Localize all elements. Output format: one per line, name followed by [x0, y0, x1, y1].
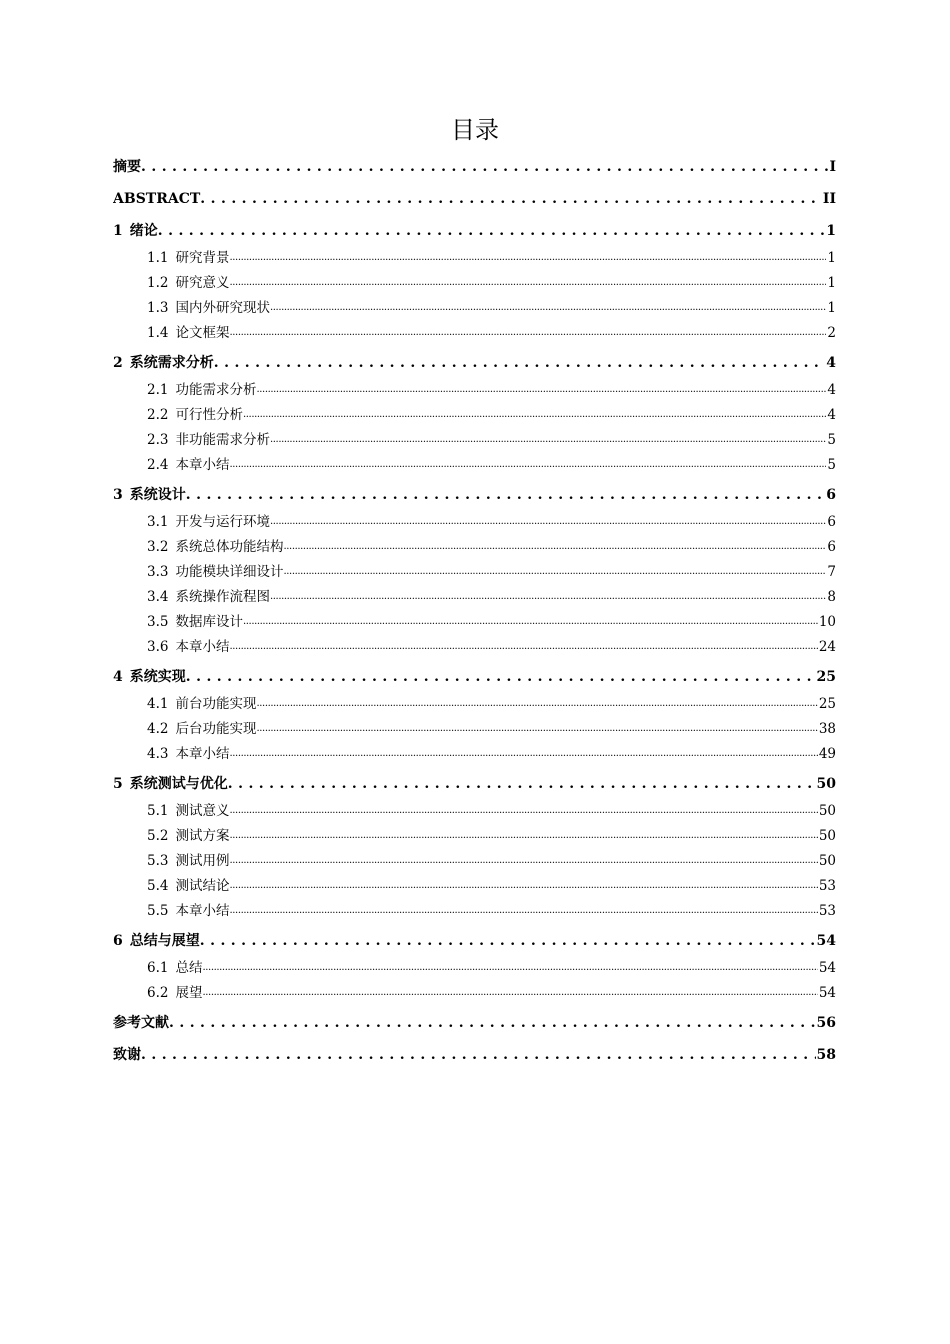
toc-entry-number: 3.2 — [147, 539, 169, 555]
toc-page-number: 4 — [826, 355, 836, 371]
toc-entry-number: 1 — [113, 223, 123, 239]
toc-entry-label: 本章小结 — [175, 457, 230, 473]
toc-page-number: 2 — [827, 325, 836, 341]
toc-entry-label: 本章小结 — [175, 746, 230, 762]
toc-dot-leader — [169, 1014, 816, 1032]
toc-entry-label: 前台功能实现 — [175, 696, 257, 712]
toc-entry-label: 数据库设计 — [175, 614, 243, 630]
toc-entry-number: 6 — [113, 933, 123, 949]
toc-dot-leader — [229, 802, 817, 820]
toc-dot-leader — [158, 222, 826, 240]
toc-page-number: 24 — [818, 639, 836, 655]
toc-dot-leader — [214, 354, 826, 372]
toc-entry-number: 2.4 — [147, 457, 169, 473]
toc-dot-leader — [229, 902, 817, 920]
toc-entry-label: 测试用例 — [175, 853, 230, 869]
toc-section-entry[interactable] — [113, 426, 836, 451]
toc-entry-number: 3.6 — [147, 639, 169, 655]
toc-entry-label: 功能需求分析 — [175, 382, 257, 398]
toc-entry-label: 系统操作流程图 — [175, 589, 270, 605]
toc-section-entry[interactable] — [113, 244, 836, 269]
toc-section-entry[interactable] — [113, 872, 836, 897]
toc-entry-number: 5.5 — [147, 903, 169, 919]
toc-chapter-entry[interactable] — [113, 212, 836, 244]
toc-page-number: 1 — [827, 275, 836, 291]
toc-page-number: I — [829, 159, 836, 175]
toc-entry-number: 1.4 — [147, 325, 169, 341]
toc-entry-label: 测试方案 — [175, 828, 230, 844]
toc-chapter-entry[interactable] — [113, 658, 836, 690]
toc-page-number: 4 — [827, 407, 836, 423]
toc-entry-label: 系统设计 — [129, 487, 186, 503]
toc-entry-label: 系统需求分析 — [129, 355, 214, 371]
toc-dot-leader — [229, 745, 817, 763]
toc-section-entry[interactable] — [113, 583, 836, 608]
toc-chapter-entry[interactable] — [113, 148, 836, 180]
toc-dot-leader — [229, 638, 817, 656]
toc-entry-label: 摘要 — [113, 159, 141, 175]
toc-page-number: 5 — [827, 457, 836, 473]
toc-entry-label: 论文框架 — [175, 325, 230, 341]
toc-entry-label: 测试结论 — [175, 878, 230, 894]
toc-entry-number: 6.2 — [147, 985, 169, 1001]
toc-entry-number: 2 — [113, 355, 123, 371]
toc-entry-label: 非功能需求分析 — [175, 432, 270, 448]
toc-entry-number: 5.4 — [147, 878, 169, 894]
toc-page-number: 10 — [818, 614, 836, 630]
toc-chapter-entry[interactable] — [113, 476, 836, 508]
toc-entry-number: 2.1 — [147, 382, 169, 398]
toc-dot-leader — [270, 299, 826, 317]
toc-dot-leader — [229, 456, 826, 474]
toc-page-number: 49 — [818, 746, 836, 762]
toc-dot-leader — [256, 381, 826, 399]
toc-section-entry[interactable] — [113, 979, 836, 1004]
toc-section-entry[interactable] — [113, 269, 836, 294]
toc-dot-leader — [229, 249, 826, 267]
toc-section-entry[interactable] — [113, 797, 836, 822]
toc-page-number: 7 — [827, 564, 836, 580]
toc-dot-leader — [186, 668, 816, 686]
toc-section-entry[interactable] — [113, 608, 836, 633]
toc-section-entry[interactable] — [113, 847, 836, 872]
toc-dot-leader — [229, 827, 817, 845]
toc-section-entry[interactable] — [113, 294, 836, 319]
toc-entry-label: 系统测试与优化 — [129, 776, 228, 792]
toc-dot-leader — [141, 1046, 816, 1064]
toc-entry-label: 国内外研究现状 — [175, 300, 270, 316]
toc-entry-number: 1.3 — [147, 300, 169, 316]
toc-chapter-entry[interactable] — [113, 344, 836, 376]
toc-dot-leader — [141, 158, 828, 176]
toc-entry-label: 致谢 — [113, 1047, 141, 1063]
toc-entry-label: 功能模块详细设计 — [175, 564, 284, 580]
toc-page-number: 56 — [816, 1015, 836, 1031]
toc-entry-label: 可行性分析 — [175, 407, 243, 423]
toc-dot-leader — [200, 190, 822, 208]
toc-chapter-entry[interactable] — [113, 1004, 836, 1036]
toc-page-number: 54 — [818, 960, 836, 976]
toc-entry-label: 总结与展望 — [129, 933, 200, 949]
toc-entry-number: 5.3 — [147, 853, 169, 869]
toc-entry-number: 3 — [113, 487, 123, 503]
toc-entry-label: 本章小结 — [175, 639, 230, 655]
toc-dot-leader — [283, 563, 826, 581]
toc-page-number: 25 — [818, 696, 836, 712]
toc-dot-leader — [229, 877, 817, 895]
toc-page-number: 38 — [818, 721, 836, 737]
toc-entry-label: 研究背景 — [175, 250, 230, 266]
toc-entry-label: 研究意义 — [175, 275, 230, 291]
toc-entry-number: 2.3 — [147, 432, 169, 448]
toc-dot-leader — [270, 431, 826, 449]
toc-section-entry[interactable] — [113, 508, 836, 533]
toc-page-number: 1 — [827, 250, 836, 266]
toc-section-entry[interactable] — [113, 822, 836, 847]
toc-chapter-entry[interactable] — [113, 922, 836, 954]
toc-entry-label: 后台功能实现 — [175, 721, 257, 737]
toc-entry-number: 1.1 — [147, 250, 169, 266]
toc-page-number: 6 — [827, 514, 836, 530]
toc-section-entry[interactable] — [113, 740, 836, 765]
toc-dot-leader — [186, 486, 826, 504]
toc-page-number: 25 — [816, 669, 836, 685]
toc-entry-number: 1.2 — [147, 275, 169, 291]
toc-entry-number: 3.5 — [147, 614, 169, 630]
toc-page-number: 58 — [816, 1047, 836, 1063]
toc-dot-leader — [256, 720, 817, 738]
toc-page-number: 50 — [818, 803, 836, 819]
toc-section-entry[interactable] — [113, 897, 836, 922]
toc-entry-label: 总结 — [175, 960, 203, 976]
toc-entry-label: 系统实现 — [129, 669, 186, 685]
toc-chapter-entry[interactable] — [113, 1036, 836, 1068]
toc-section-entry[interactable] — [113, 533, 836, 558]
toc-entry-label: 系统总体功能结构 — [175, 539, 284, 555]
toc-page-number: 54 — [818, 985, 836, 1001]
toc-section-entry[interactable] — [113, 633, 836, 658]
toc-chapter-entry[interactable] — [113, 180, 836, 212]
toc-entry-number: 6.1 — [147, 960, 169, 976]
toc-entry-number: 4.1 — [147, 696, 169, 712]
toc-entry-number: 2.2 — [147, 407, 169, 423]
toc-entry-number: 3.4 — [147, 589, 169, 605]
toc-dot-leader — [270, 588, 826, 606]
toc-entry-number: 5.1 — [147, 803, 169, 819]
toc-section-entry[interactable] — [113, 319, 836, 344]
toc-page-number: 1 — [826, 223, 836, 239]
toc-title: 目录 — [451, 116, 499, 144]
toc-page-number: 53 — [818, 903, 836, 919]
toc-section-entry[interactable] — [113, 954, 836, 979]
toc-entry-label: 本章小结 — [175, 903, 230, 919]
toc-dot-leader — [229, 274, 826, 292]
toc-entry-number: 4.3 — [147, 746, 169, 762]
toc-entry-label: 展望 — [175, 985, 203, 1001]
toc-entry-label: 绪论 — [129, 223, 158, 239]
toc-dot-leader — [243, 406, 826, 424]
toc-page-number: 1 — [827, 300, 836, 316]
toc-page-number: 50 — [818, 828, 836, 844]
toc-dot-leader — [256, 695, 817, 713]
toc-entry-number: 5 — [113, 776, 123, 792]
toc-entry-number: 3.3 — [147, 564, 169, 580]
toc-page-number: 5 — [827, 432, 836, 448]
toc-page-number: 6 — [826, 487, 836, 503]
toc-dot-leader — [202, 984, 817, 1002]
toc-dot-leader — [283, 538, 826, 556]
toc-section-entry[interactable] — [113, 451, 836, 476]
toc-entry-number: 5.2 — [147, 828, 169, 844]
toc-dot-leader — [270, 513, 826, 531]
toc-page-number: 54 — [816, 933, 836, 949]
toc-dot-leader — [229, 324, 826, 342]
toc-dot-leader — [228, 775, 816, 793]
toc-section-entry[interactable] — [113, 715, 836, 740]
toc-section-entry[interactable] — [113, 690, 836, 715]
toc-page-number: 8 — [827, 589, 836, 605]
toc-entry-number: 4.2 — [147, 721, 169, 737]
toc-page-number: 53 — [818, 878, 836, 894]
toc-page-number: 4 — [827, 382, 836, 398]
toc-entry-label: 开发与运行环境 — [175, 514, 270, 530]
toc-entry-label: ABSTRACT — [113, 191, 201, 207]
toc-dot-leader — [229, 852, 817, 870]
toc-entry-number: 3.1 — [147, 514, 169, 530]
toc-section-entry[interactable] — [113, 401, 836, 426]
toc-page-number: 6 — [827, 539, 836, 555]
toc-page-number: 50 — [818, 853, 836, 869]
toc-chapter-entry[interactable] — [113, 765, 836, 797]
toc-page-number: II — [822, 191, 836, 207]
toc-entry-label: 测试意义 — [175, 803, 230, 819]
toc-dot-leader — [200, 932, 816, 950]
toc-entry-label: 参考文献 — [113, 1015, 169, 1031]
toc-page-number: 50 — [816, 776, 836, 792]
toc-section-entry[interactable] — [113, 376, 836, 401]
table-of-contents — [113, 148, 836, 1068]
toc-section-entry[interactable] — [113, 558, 836, 583]
toc-entry-number: 4 — [113, 669, 123, 685]
toc-dot-leader — [243, 613, 818, 631]
toc-dot-leader — [202, 959, 817, 977]
